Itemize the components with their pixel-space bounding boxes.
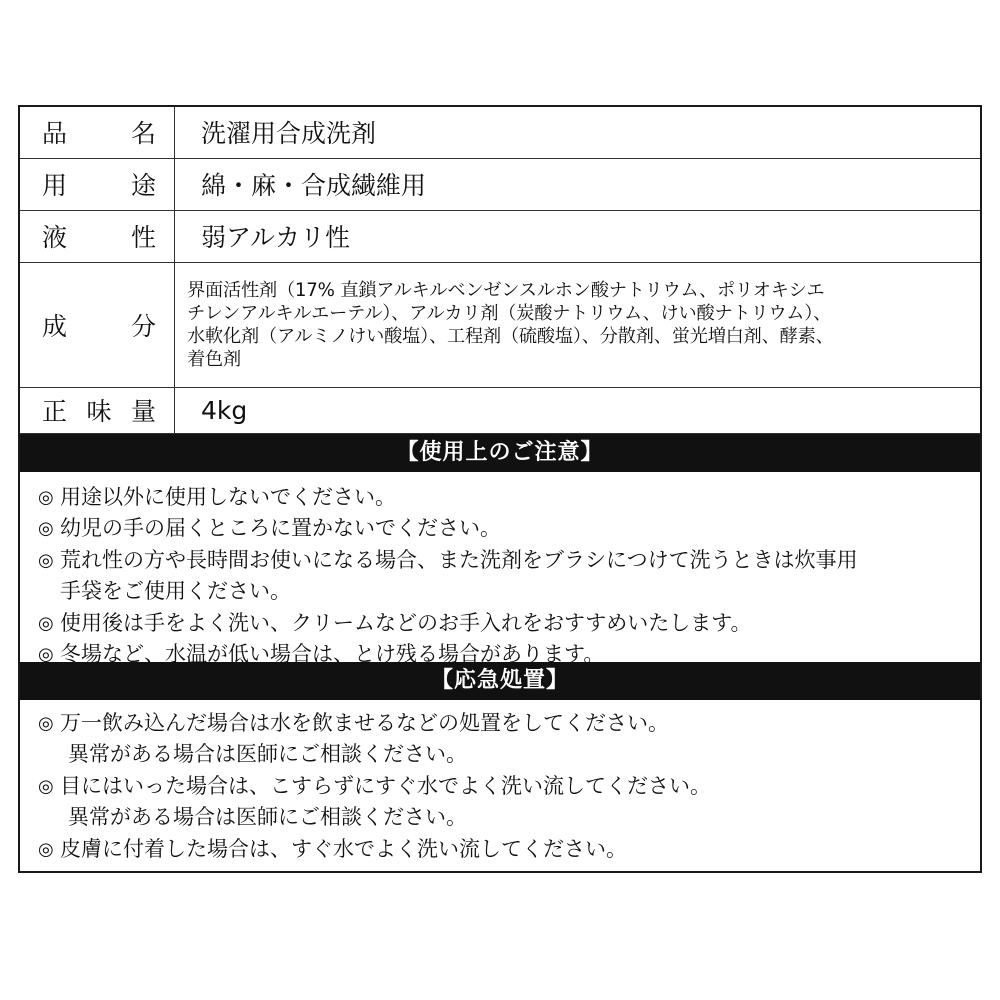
bullet-icon: ◎ [38,712,54,734]
spec-value: 洗濯用合成洗剤 [175,107,981,158]
spec-row-usage [20,158,980,210]
ingredients-line: 着色剤 [187,348,241,370]
spec-key-char: 品 [42,119,68,149]
list-item: ◎ 使用後は手をよく洗い、クリームなどのお手入れをおすすめいたします。 [38,608,980,640]
list-item: ◎ 皮膚に付着した場合は、すぐ水でよく洗い流してください。 [38,834,980,866]
ingredients-line: チレンアルキルエーテル）、アルカリ剤（炭酸ナトリウム、けい酸ナトリウム）、 [187,302,832,324]
spec-row-net-weight [20,387,980,433]
spec-key [20,262,175,387]
precautions-list [20,472,980,666]
spec-key-char: 液 [42,223,68,252]
ingredients-line: 界面活性剤（17% 直鎖アルキルベンゼンスルホン酸ナトリウム、ポリオキシエ [187,279,825,301]
spec-key-char: 成 [42,311,68,341]
first-aid-heading: 【応急処置】 [20,662,980,700]
list-item: ◎ 冬場など、水温が低い場合は、とけ残る場合があります。 [38,639,980,671]
spec-key-char: 正 [42,397,68,426]
list-item: ◎ 荒れ性の方や長時間お使いになる場合、また洗剤をブラシにつけて洗うときは炊事用 手袋をご使用ください。 [38,545,980,608]
spec-key-char: 量 [130,397,156,426]
spec-table [20,107,980,434]
spec-row-liquid-property [20,210,980,262]
bullet-icon: ◎ [38,549,54,571]
spec-key [20,210,175,262]
spec-key-char: 性 [130,223,156,252]
spec-value: 綿・麻・合成繊維用 [175,158,981,210]
bullet-icon: ◎ [38,612,54,634]
ingredients-line: 水軟化剤（アルミノけい酸塩）、工程剤（硫酸塩）、分散剤、蛍光増白剤、酵素、 [187,325,834,347]
bullet-icon: ◎ [38,644,54,665]
spec-value-ingredients [175,262,981,387]
spec-key [20,387,175,433]
product-label [18,105,982,873]
spec-value: 弱アルカリ性 [175,210,981,262]
spec-key-char: 用 [42,171,68,200]
bullet-icon: ◎ [38,775,54,797]
bullet-icon: ◎ [38,838,54,860]
precautions-heading: 【使用上のご注意】 [20,434,980,472]
spec-row-product-name [20,107,980,158]
first-aid-list [20,700,980,872]
list-item: ◎ 目にはいった場合は、こすらずにすぐ水でよく洗い流してください。 異常がある場合は医師にご相談ください。 [38,771,980,834]
spec-key-char: 途 [130,171,156,200]
spec-row-ingredients [20,262,980,387]
list-item: ◎ 万一飲み込んだ場合は水を飲ませるなどの処置をしてください。 異常がある場合は医師にご相談ください。 [38,708,980,771]
list-item: ◎ 幼児の手の届くところに置かないでください。 [38,513,980,545]
bullet-icon: ◎ [38,486,54,508]
spec-key-char: 分 [130,311,156,341]
spec-key [20,107,175,158]
bullet-icon: ◎ [38,518,54,539]
spec-key-char: 名 [130,119,156,149]
spec-key-char: 味 [86,397,112,426]
spec-value: 4kg [175,387,981,433]
spec-key [20,158,175,210]
list-item: ◎ 用途以外に使用しないでください。 [38,482,980,514]
